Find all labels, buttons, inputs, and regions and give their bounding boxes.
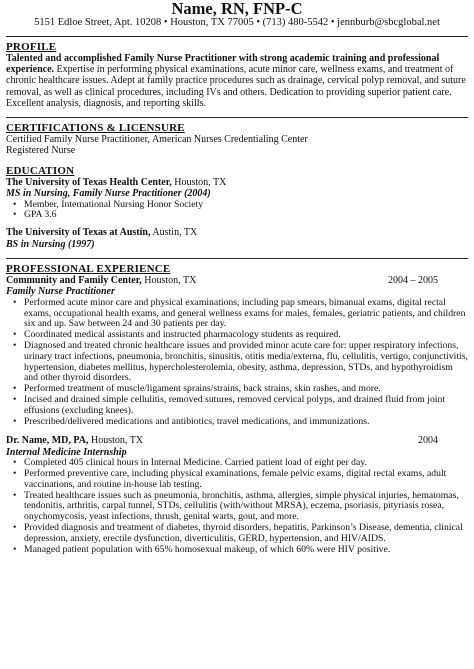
job-dates: 2004 [418,435,438,447]
profile-lead: Talented and accomplished Family Nurse Practitioner with strong academic training and professional experience. [6,53,440,76]
certification-item: Certified Family Nurse Practitioner, American Nurses Credentialing Center [6,134,308,146]
profile-heading: PROFILE [6,41,57,53]
list-item: • Performed preventive care, including physical examinations, female pelvic exams, digital rectal exams, adult vaccinations, and routine in-house lab testing. [24,469,468,491]
employer: Community and Family Center, Houston, TX [6,275,197,287]
list-item: • Coordinated medical assistants and instructed pharmacology students as required. [24,330,468,341]
profile-text [6,53,468,109]
list-item: • Treated healthcare issues such as pneumonia, bronchitis, asthma, allergies, simple physical injuries, hematomas, tendonitis, arthritis, carpal tunnel, STDs, cellulitis (with/without MRSA), eczema, psoriasis, pityriasis rosea, onychomycosis, yeast infections, thrush, genital warts, gout, and more. [24,491,468,523]
job-role: Internal Medicine Internship [6,446,127,458]
job-bullets [6,298,468,428]
job-header [6,275,468,286]
education-heading: EDUCATION [6,164,75,177]
school-name: The University of Texas at Austin, Austin, TX [6,227,198,239]
list-item: • Managed patient population with 65% homosexual makeup, of which 60% were HIV positive. [24,545,468,556]
job-bullets [6,458,468,555]
list-item: • Diagnosed and treated chronic healthcare issues and provided minor acute care for: upper respiratory infections, urinary tract infections, pneumonia, bronchitis, sinusitis, otitis media/externa, flu, cellulitis, vertigo, conjunctivitis, hypertension, diabetes mellitus, hypercholesterolemia, obesity, asthma, depression, STDs, and hypothyroidism and other thyroid disorders. [24,341,468,384]
candidate-name: Name, RN, FNP-C [171,0,303,18]
experience-heading: PROFESSIONAL EXPERIENCE [6,263,171,276]
list-item: • Prescribed/delivered medications and antibiotics, travel medications, and immunizations. [24,417,468,428]
list-item: • Performed treatment of muscle/ligament sprains/strains, back strains, skin rashes, and more. [24,384,468,395]
certification-item: Registered Nurse [6,145,76,157]
list-item: • Provided diagnosis and treatment of diabetes, thyroid disorders, hepatitis, Parkinson’s Disease, dementia, clinical depression, anxiety, erectile dysfunction, diverticulitis, GERD, hypertension, and HIV/AIDS. [24,523,468,545]
list-item: • Incised and drained simple cellulitis, removed sutures, removed cervical polyps, and drained fluid from joint effusions (excluding knees). [24,395,468,417]
degree: MS in Nursing, Family Nurse Practitioner (2004) [6,188,211,200]
job-dates: 2004 – 2005 [388,275,438,287]
certifications-heading: CERTIFICATIONS & LICENSURE [6,122,185,135]
list-item: • Completed 405 clinical hours in Internal Medicine. Carried patient load of eight per day. [24,458,468,469]
section-divider [6,258,468,259]
profile-body: Expertise in performing physical examinations, acute minor care, wellness exams, and treatment of chronic healthcare issues. Adept at family practice procedures such as drainage, cervical polyp removal, and suture removal, as well as clinical procedures, including IVs and others. Dedication to providing superior patient care. Excellent analysis, diagnosis, and reporting skills. [6,64,466,109]
section-divider [6,117,468,118]
list-item: • Member, International Nursing Honor Society [24,200,468,211]
school-name: The University of Texas Health Center, Houston, TX [6,176,227,188]
section-divider [6,36,468,37]
employer: Dr. Name, MD, PA, Houston, TX [6,435,144,447]
job-header [6,435,468,446]
education-bullets [6,200,468,222]
contact-info: 5151 Edloe Street, Apt. 10208 • Houston, TX 77005 • (713) 480-5542 • jennburb@sbcglobal.net [34,17,440,28]
job-role: Family Nurse Practitioner [6,286,115,298]
list-item: • GPA 3.6 [24,210,468,221]
list-item: • Performed acute minor care and physical examinations, including pap smears, bimanual exams, digital rectal exams, occupational health exams, and general wellness exams for males, females, geriatric patients, and children six and up. Saw between 24 and 30 patients per day. [24,298,468,330]
degree: BS in Nursing (1997) [6,238,95,250]
